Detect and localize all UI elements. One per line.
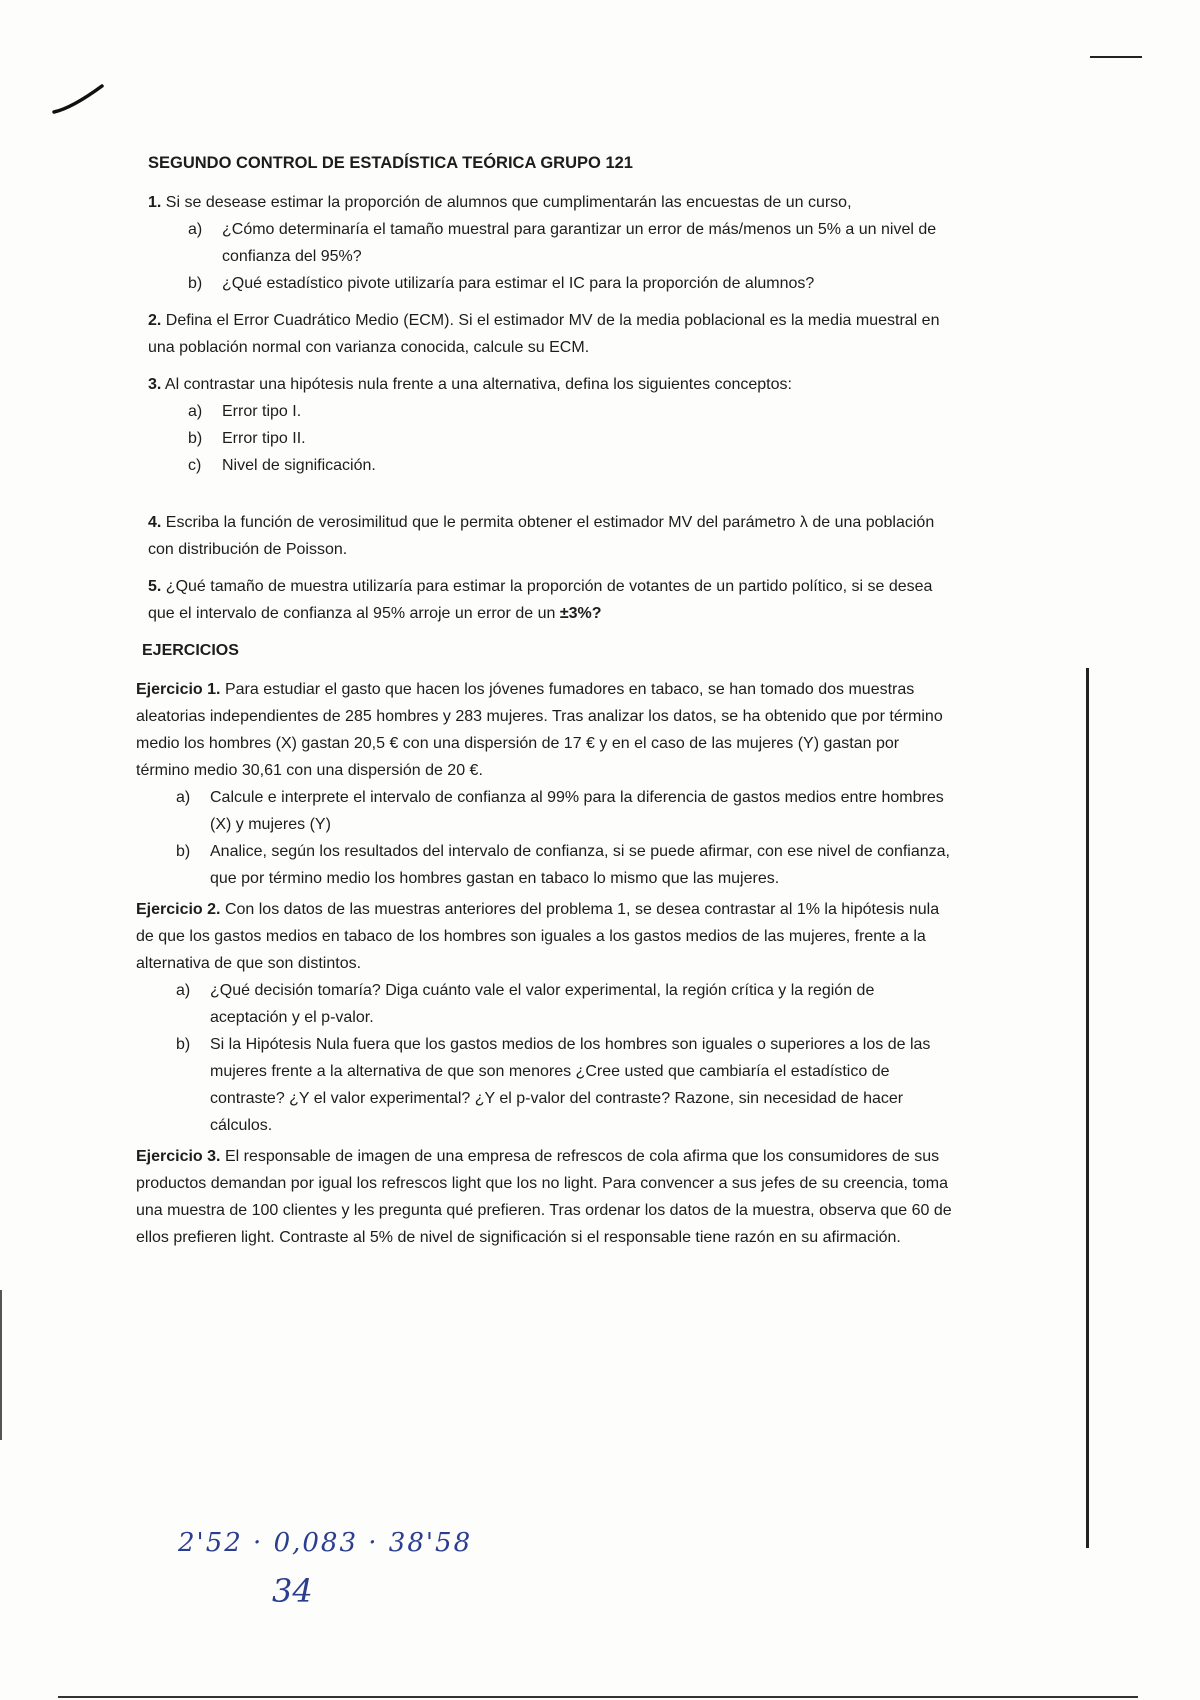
question-text: ¿Qué tamaño de muestra utilizaría para estimar la proporción de votantes de un partido político, si se desea que el intervalo de confianza al 95% arroje un error de un — [148, 578, 933, 622]
handwritten-calculation: 2'52 · 0,083 · 38'58 — [178, 1528, 473, 1558]
left-margin-rule — [0, 1290, 2, 1440]
item-text: Calcule e interprete el intervalo de confianza al 99% para la diferencia de gastos medios entre hombres (X) y mujeres (Y) — [210, 789, 944, 833]
item-label: b) — [188, 430, 203, 447]
question-item — [188, 452, 955, 479]
exercises-heading: EJERCICIOS — [142, 642, 239, 659]
exam-content — [136, 150, 955, 1255]
item-text: Si la Hipótesis Nula fuera que los gastos medios de los hombres son iguales o superiores a los de las mujeres frente a la alternativa de que son menores ¿Cree usted que cambiaría el estadístico de contraste? ¿Y el valor experimental? ¿Y el p-valor del contraste? Razone, sin necesidad de hacer cálculos. — [210, 1036, 931, 1134]
question-3 — [148, 371, 955, 479]
item-label: a) — [188, 403, 203, 420]
question-text: Al contrastar una hipótesis nula frente a una alternativa, defina los siguientes conceptos: — [164, 376, 792, 393]
question-5 — [148, 573, 955, 627]
bottom-rule — [58, 1696, 1138, 1698]
exercise-2 — [136, 896, 955, 1139]
question-number: 4. — [148, 514, 162, 531]
question-bold-tail: ±3%? — [559, 605, 602, 622]
question-1 — [148, 189, 955, 297]
item-text: Error tipo II. — [222, 430, 306, 447]
exercise-item — [176, 784, 955, 838]
exercise-1 — [136, 676, 955, 892]
item-text: ¿Qué estadístico pivote utilizaría para estimar el IC para la proporción de alumnos? — [222, 275, 815, 292]
question-number: 1. — [148, 194, 162, 211]
exercise-item — [176, 838, 955, 892]
item-label: b) — [188, 275, 203, 292]
question-number: 5. — [148, 578, 162, 595]
exercise-text: Para estudiar el gasto que hacen los jóvenes fumadores en tabaco, se han tomado dos muestras aleatorias independientes de 285 hombres y 283 mujeres. Tras analizar los datos, se ha obtenido que por término medio los hombres (X) gastan 20,5 € con una dispersión de 17 € y en el caso de las mujeres (Y) gastan por término medio 30,61 con una dispersión de 20 €. — [136, 681, 943, 779]
exercise-item — [176, 977, 955, 1031]
margin-rule — [1086, 668, 1089, 1548]
top-rule — [1090, 56, 1142, 58]
question-text: Defina el Error Cuadrático Medio (ECM). Si el estimador MV de la media poblacional es la media muestral en una población normal con varianza conocida, calcule su ECM. — [148, 312, 940, 356]
item-label: b) — [176, 843, 191, 860]
exercise-3 — [136, 1143, 955, 1251]
item-label: a) — [176, 789, 191, 806]
question-item — [188, 425, 955, 452]
exercise-item — [176, 1031, 955, 1139]
question-4 — [148, 509, 955, 563]
question-number: 3. — [148, 376, 162, 393]
item-text: Nivel de significación. — [222, 457, 376, 474]
item-label: a) — [176, 982, 191, 999]
item-label: c) — [188, 457, 202, 474]
question-text: Si se desease estimar la proporción de alumnos que cumplimentarán las encuestas de un curso, — [165, 194, 852, 211]
item-text: Analice, según los resultados del intervalo de confianza, si se puede afirmar, con ese nivel de confianza, que por término medio los hombres gastan en tabaco lo mismo que las mujeres. — [210, 843, 950, 887]
exercise-text: El responsable de imagen de una empresa de refrescos de cola afirma que los consumidores de sus productos demandan por igual los refrescos light que los no light. Para convencer a sus jefes de su creencia, toma una muestra de 100 clientes y les pregunta qué prefieren. Tras ordenar los datos de la muestra, observa que 60 de ellos prefieren light. Contraste al 5% de nivel de significación si el responsable tiene razón en su afirmación. — [136, 1148, 952, 1246]
page-title: SEGUNDO CONTROL DE ESTADÍSTICA TEÓRICA GRUPO 121 — [148, 154, 633, 172]
question-item — [188, 398, 955, 425]
exercise-label: Ejercicio 1. — [136, 681, 221, 698]
question-text: Escriba la función de verosimilitud que le permita obtener el estimador MV del parámetro λ de una población con distribución de Poisson. — [148, 514, 935, 558]
exercise-text: Con los datos de las muestras anteriores del problema 1, se desea contrastar al 1% la hipótesis nula de que los gastos medios en tabaco de los hombres son iguales a los gastos medios de las mujeres, frente a la alternativa de que son distintos. — [136, 901, 940, 972]
question-2 — [148, 307, 955, 361]
question-number: 2. — [148, 312, 162, 329]
item-label: a) — [188, 221, 203, 238]
question-item — [188, 216, 955, 270]
exercise-label: Ejercicio 2. — [136, 901, 221, 918]
handwritten-result: 34 — [272, 1572, 313, 1610]
item-text: ¿Cómo determinaría el tamaño muestral para garantizar un error de más/menos un 5% a un nivel de confianza del 95%? — [222, 221, 937, 265]
question-item — [188, 270, 955, 297]
exercise-label: Ejercicio 3. — [136, 1148, 221, 1165]
item-label: b) — [176, 1036, 191, 1053]
item-text: ¿Qué decisión tomaría? Diga cuánto vale el valor experimental, la región crítica y la región de aceptación y el p-valor. — [210, 982, 875, 1026]
item-text: Error tipo I. — [222, 403, 302, 420]
checkmark-icon — [52, 82, 108, 116]
